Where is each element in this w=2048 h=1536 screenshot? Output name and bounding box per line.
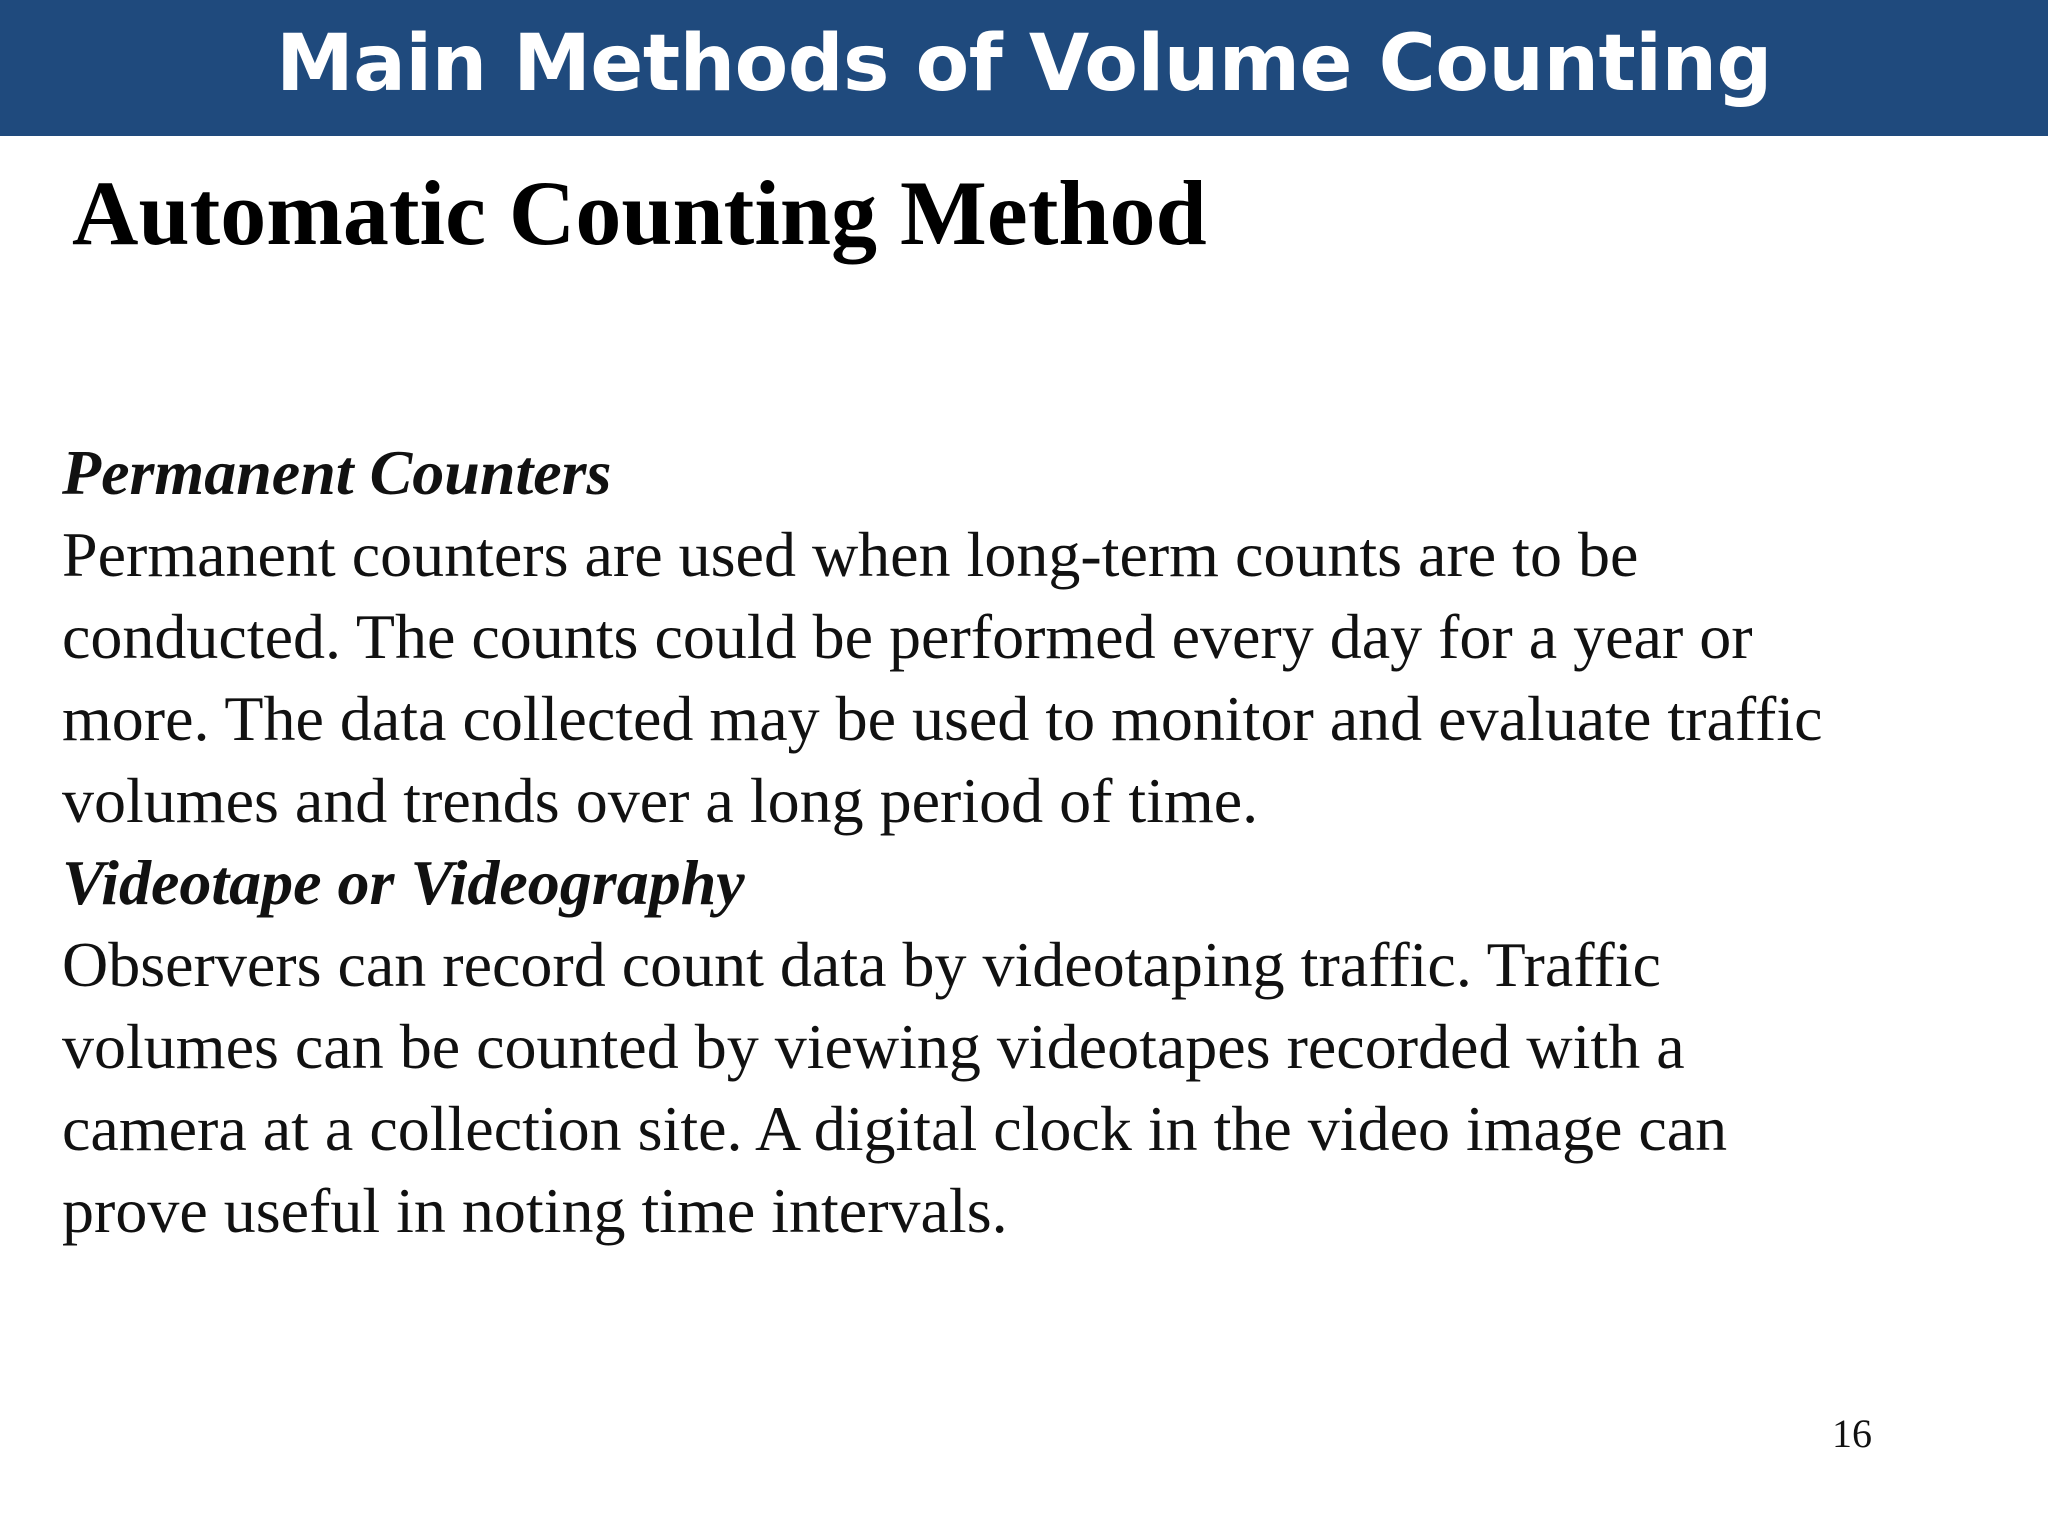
slide-subtitle: Automatic Counting Method [72, 162, 1207, 264]
body-line: conducted. The counts could be performed every day for a year or [62, 601, 1753, 672]
body-line: Observers can record count data by videotaping traffic. Traffic [62, 929, 1661, 1000]
slide-body [62, 432, 1992, 1252]
section-heading-videotape: Videotape or Videography [62, 847, 745, 918]
body-line: camera at a collection site. A digital clock in the video image can [62, 1093, 1728, 1164]
body-line: volumes and trends over a long period of time. [62, 765, 1259, 836]
body-line: Permanent counters are used when long-term counts are to be [62, 519, 1639, 590]
page-number: 16 [1832, 1411, 1872, 1456]
title-bar [0, 0, 2048, 136]
slide-title: Main Methods of Volume Counting [276, 19, 1772, 109]
body-line: prove useful in noting time intervals. [62, 1175, 1008, 1246]
section-heading-permanent-counters: Permanent Counters [62, 437, 612, 508]
body-line: more. The data collected may be used to monitor and evaluate traffic [62, 683, 1823, 754]
body-line: volumes can be counted by viewing videotapes recorded with a [62, 1011, 1685, 1082]
